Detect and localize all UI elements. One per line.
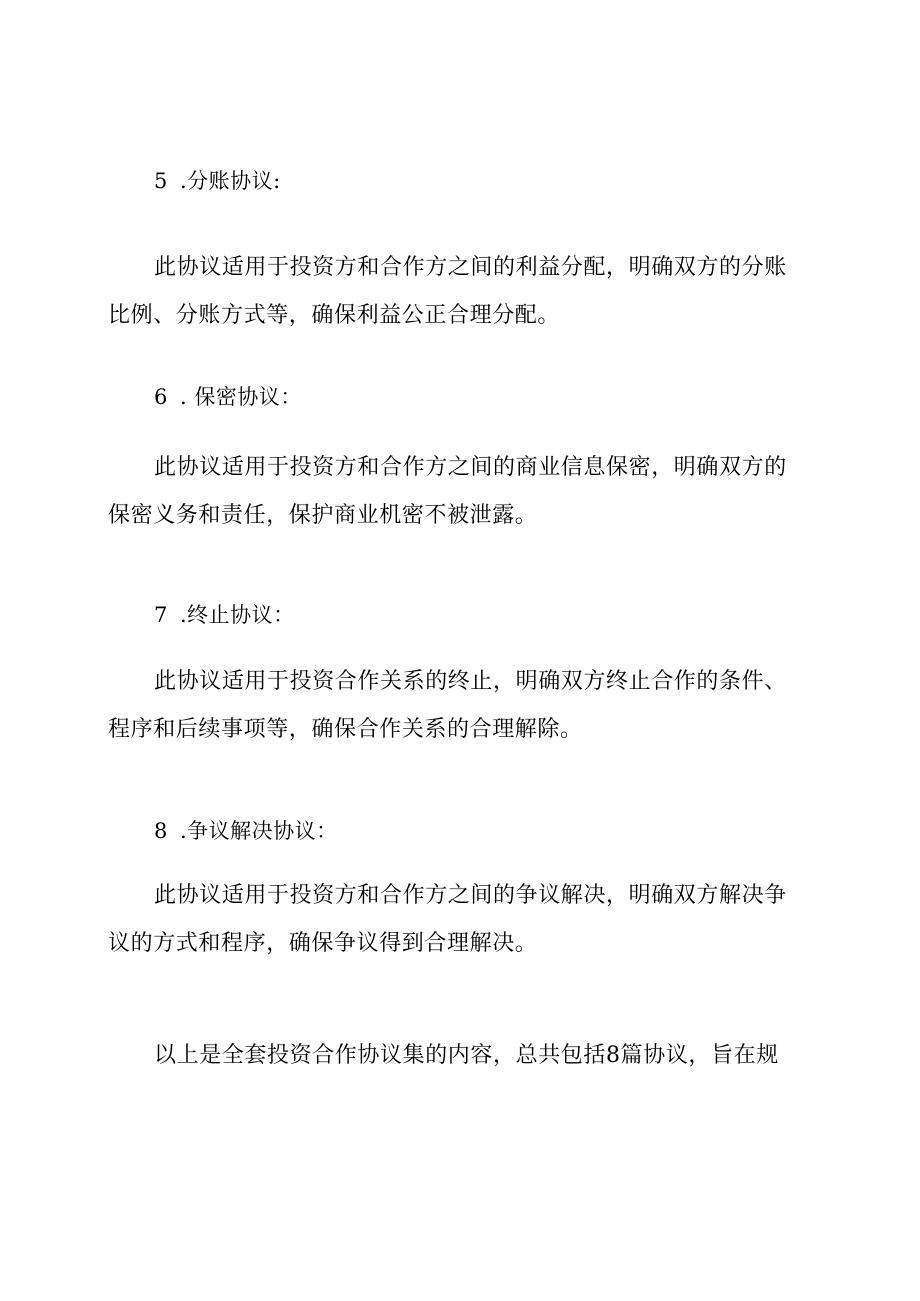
paragraph-line: 保密义务和责任，保护商业机密不被泄露。 <box>108 503 538 528</box>
section-heading-5 <box>154 166 281 196</box>
section-heading-7 <box>154 600 295 630</box>
section-number: 6 <box>154 385 168 409</box>
section-number: 7 <box>154 603 168 627</box>
paragraph-line: 此协议适用于投资方和合作方之间的争议解决，明确双方解决争 <box>154 883 787 908</box>
section-heading-8 <box>154 816 338 846</box>
paragraph-line: 此协议适用于投资方和合作方之间的商业信息保密，明确双方的 <box>154 455 787 480</box>
section-paragraph-6 <box>108 444 808 540</box>
paragraph-line: 比例、分账方式等，确保利益公正合理分配。 <box>108 303 561 328</box>
paragraph-line: 议的方式和程序，确保争议得到合理解决。 <box>108 931 538 956</box>
paragraph-line: 以上是全套投资合作协议集的内容，总共包括8篇协议，旨在规 <box>154 1043 779 1068</box>
section-paragraph-8 <box>108 872 808 968</box>
paragraph-line: 程序和后续事项等，确保合作关系的合理解除。 <box>108 717 583 742</box>
section-number: 5 <box>154 169 168 193</box>
section-title: .争议解决协议： <box>180 819 338 843</box>
paragraph-line: 此协议适用于投资合作关系的终止，明确双方终止合作的条件、 <box>154 669 787 694</box>
section-paragraph-5 <box>108 244 808 340</box>
section-title: . 保密协议： <box>180 385 302 409</box>
closing-paragraph <box>108 1032 808 1080</box>
section-number: 8 <box>154 819 168 843</box>
section-title: .终止协议： <box>180 603 295 627</box>
section-paragraph-7 <box>108 658 808 754</box>
paragraph-line: 此协议适用于投资方和合作方之间的利益分配，明确双方的分账 <box>154 255 787 280</box>
section-title: .分账协议: <box>180 169 281 193</box>
section-heading-6 <box>154 382 302 412</box>
